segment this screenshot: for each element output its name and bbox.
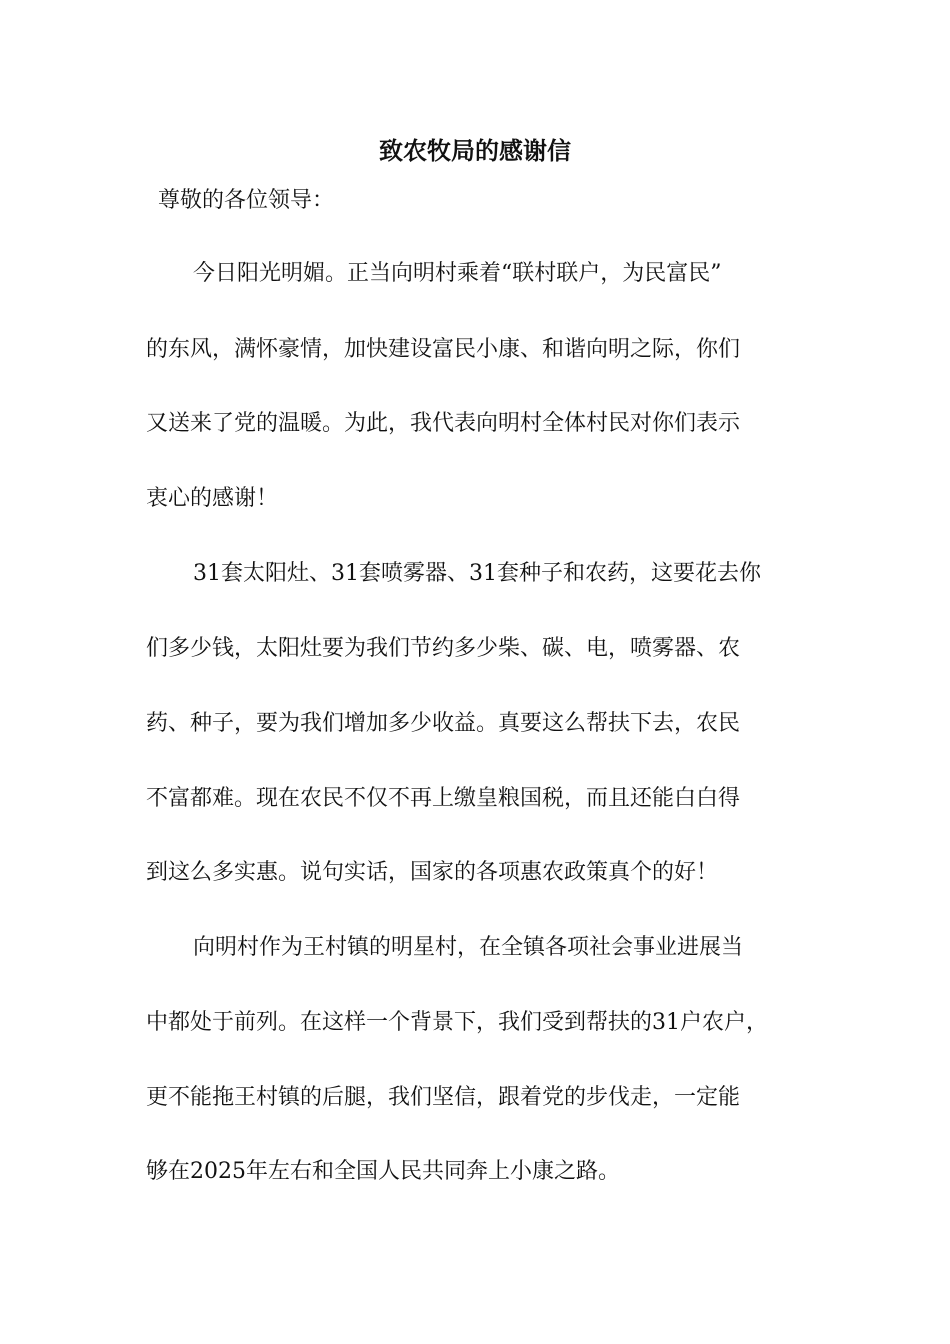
paragraph-line: 31套太阳灶、31套喷雾器、31套种子和农药，这要花去你 — [193, 561, 761, 586]
paragraph-line: 更不能拖王村镇的后腿，我们坚信，跟着党的步伐走，一定能 — [146, 1085, 741, 1110]
paragraph-line: 又送来了党的温暖。为此，我代表向明村全体村民对你们表示 — [146, 411, 741, 436]
paragraph-line: 中都处于前列。在这样一个背景下，我们受到帮扶的31户农户， — [146, 1010, 768, 1035]
paragraph-line: 们多少钱，太阳灶要为我们节约多少柴、碳、电，喷雾器、农 — [146, 636, 741, 661]
paragraph-line: 不富都难。现在农民不仅不再上缴皇粮国税，而且还能白白得 — [146, 786, 741, 811]
paragraph-line: 今日阳光明媚。正当向明村乘着“联村联户，为民富民” — [193, 261, 722, 286]
paragraph-line: 到这么多实惠。说句实话，国家的各项惠农政策真个的好！ — [146, 860, 719, 885]
salutation: 尊敬的各位领导： — [158, 188, 335, 213]
document-title: 致农牧局的感谢信 — [379, 136, 571, 165]
paragraph-line: 向明村作为王村镇的明星村，在全镇各项社会事业进展当 — [193, 935, 744, 960]
paragraph-line: 够在2025年左右和全国人民共同奔上小康之路。 — [146, 1159, 620, 1184]
paragraph-line: 药、种子，要为我们增加多少收益。真要这么帮扶下去，农民 — [146, 711, 741, 736]
paragraph-line: 的东风，满怀豪情，加快建设富民小康、和谐向明之际，你们 — [146, 337, 741, 362]
paragraph-line: 衷心的感谢！ — [146, 486, 279, 511]
